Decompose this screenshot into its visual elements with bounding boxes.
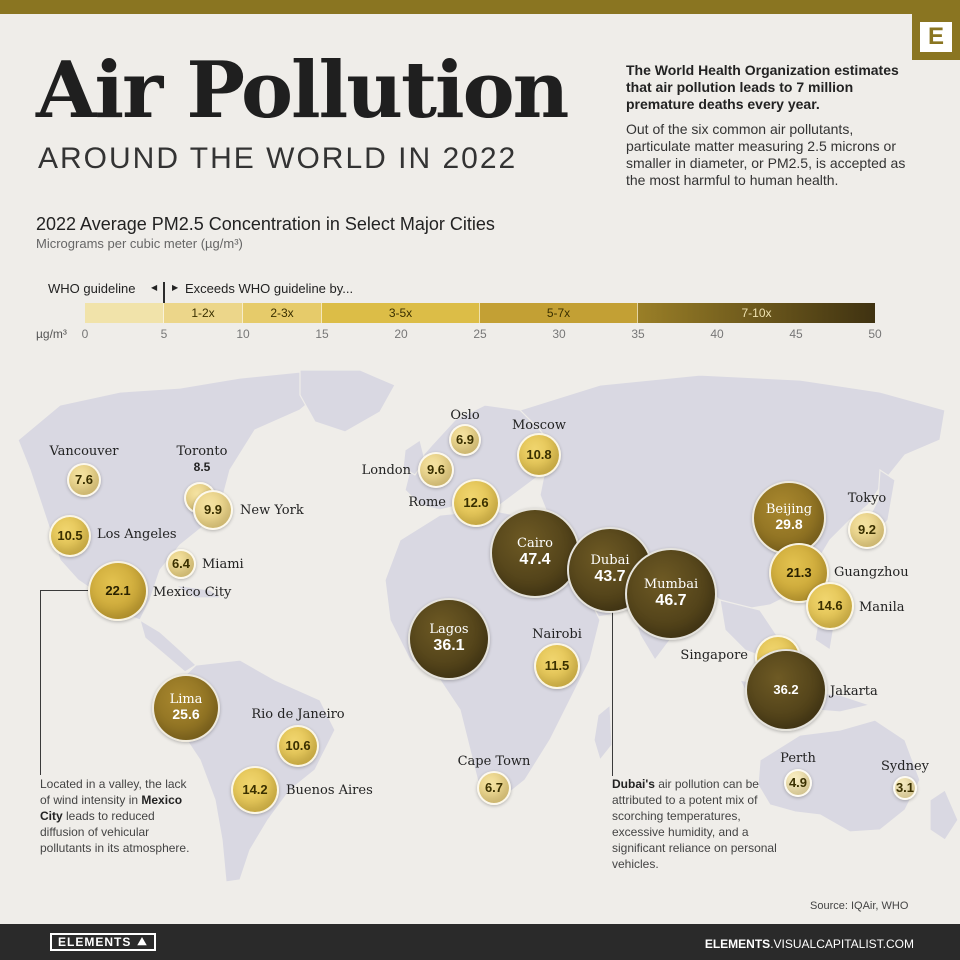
intro-headline: The World Health Organization estimates that air pollution leads to 7 million premature deaths every year. <box>626 62 899 112</box>
city-name-label: Rio de Janeiro <box>251 707 345 722</box>
scale-tick-label: 0 <box>81 327 89 341</box>
city-value-label: 46.7 <box>655 592 687 610</box>
who-guideline-label: WHO guideline <box>48 281 136 296</box>
city-value-label: 22.1 <box>105 582 131 598</box>
elements-brand-badge[interactable] <box>50 933 156 951</box>
city-value-label: 10.6 <box>285 737 311 753</box>
scale-segment: 5-7x <box>480 303 638 323</box>
city-name-label: Jakarta <box>830 684 878 699</box>
city-name-label: Perth <box>780 751 816 766</box>
city-value-label: 10.5 <box>57 527 83 543</box>
city-bubble-lagos <box>408 598 490 680</box>
city-name-label: London <box>361 463 411 478</box>
greenland-landmass <box>300 370 395 432</box>
dubai-note <box>612 776 782 872</box>
city-value-label: 9.9 <box>203 501 223 517</box>
city-name-label: Buenos Aires <box>286 783 373 798</box>
site-link-bold: ELEMENTS <box>704 937 771 951</box>
mexico-note-leader-horizontal <box>40 590 88 591</box>
scale-tick-label: 35 <box>631 327 645 341</box>
city-bubble-miami <box>166 549 196 579</box>
city-value-label: 3.1 <box>895 779 915 795</box>
city-name-label: Tokyo <box>847 491 887 506</box>
scale-segment: 7-10x <box>638 303 875 323</box>
city-value-label: 14.6 <box>817 597 843 613</box>
city-bubble-perth <box>784 769 812 797</box>
logo-letter: E <box>920 22 952 52</box>
city-name-label: Oslo <box>450 408 480 423</box>
chart-unit-description: Micrograms per cubic meter (µg/m³) <box>36 236 243 251</box>
city-name-label: New York <box>240 503 304 518</box>
city-bubble-rio-de-janeiro <box>277 725 319 767</box>
mexico-city-note <box>40 776 190 856</box>
city-bubble-london <box>418 452 454 488</box>
city-value-label: 14.2 <box>242 781 268 797</box>
city-bubble-rome <box>452 479 500 527</box>
city-bubble-mexico-city <box>88 561 148 621</box>
site-link-rest: .VISUALCAPITALIST.COM <box>770 937 914 951</box>
city-bubble-manila <box>806 582 854 630</box>
dubai-note-city: Dubai's <box>612 777 655 791</box>
city-name-label: Mexico City <box>153 585 232 600</box>
city-name-label: Los Angeles <box>97 527 177 542</box>
city-name-label: Singapore <box>680 648 748 663</box>
scale-tick-label: 20 <box>394 327 408 341</box>
city-name-label: Vancouver <box>49 444 119 459</box>
scale-unit-label: µg/m³ <box>36 327 67 341</box>
scale-segment: 3-5x <box>322 303 480 323</box>
left-arrow-icon: ◀ <box>151 283 158 292</box>
mexico-note-leader-vertical <box>40 590 41 775</box>
scale-tick-label: 40 <box>710 327 724 341</box>
city-value-label: 8.5 <box>193 460 211 474</box>
color-scale <box>85 303 875 323</box>
brand-mark-icon: ⛰ <box>137 935 148 948</box>
city-value-label: 25.6 <box>172 706 200 723</box>
city-value-label: 6.9 <box>455 431 475 447</box>
city-name-label: Rome <box>408 495 446 510</box>
city-name-label: Mumbai <box>643 577 699 593</box>
city-name-label: Cairo <box>517 536 553 552</box>
madagascar-landmass <box>594 705 612 760</box>
city-bubble-vancouver <box>67 463 101 497</box>
city-bubble-mumbai <box>625 548 717 640</box>
brand-text: ELEMENTS <box>58 935 132 949</box>
north-america-landmass <box>18 372 330 620</box>
top-accent-bar <box>0 0 960 14</box>
city-value-label: 7.6 <box>74 471 94 487</box>
city-value-label: 12.6 <box>463 494 489 510</box>
scale-tick-label: 25 <box>473 327 487 341</box>
city-bubble-moscow <box>517 433 561 477</box>
city-name-label: Miami <box>202 557 244 572</box>
scale-segment: 2-3x <box>243 303 322 323</box>
scale-tick-label: 30 <box>552 327 566 341</box>
city-bubble-lima <box>152 674 220 742</box>
scale-segment <box>85 303 164 323</box>
city-value-label: 43.7 <box>594 568 626 586</box>
scale-tick-label: 5 <box>160 327 168 341</box>
city-value-label: 36.2 <box>773 681 799 697</box>
central-america-landmass <box>140 620 196 672</box>
city-name-label: Toronto <box>176 444 228 459</box>
city-value-label: 4.9 <box>788 774 808 790</box>
city-value-label: 29.8 <box>775 516 803 533</box>
page-title: Air Pollution <box>36 45 568 136</box>
city-name-label: Manila <box>859 600 905 615</box>
city-name-label: Cape Town <box>457 754 531 769</box>
exceeds-guideline-label: Exceeds WHO guideline by... <box>185 281 354 296</box>
dubai-note-text: air pollution can be attributed to a potent mix of scorching temperatures, excessive humidity, and a significant reliance on personal vehicles. <box>612 777 777 871</box>
city-value-label: 9.6 <box>426 461 446 477</box>
intro-body: Out of the six common air pollutants, particulate matter measuring 2.5 microns or smaller in diameter, or PM2.5, is accepted as the most harmful to human health. <box>626 121 906 188</box>
city-bubble-sydney <box>893 776 917 800</box>
city-name-label: Guangzhou <box>834 565 909 580</box>
city-name-label: Nairobi <box>532 627 582 642</box>
city-value-label: 6.7 <box>484 779 504 795</box>
new-zealand-landmass <box>930 790 958 840</box>
city-name-label: Sydney <box>881 759 929 774</box>
city-bubble-buenos-aires <box>231 766 279 814</box>
city-value-label: 6.4 <box>171 555 191 571</box>
city-value-label: 11.5 <box>544 657 570 673</box>
city-bubble-los-angeles <box>49 515 91 557</box>
scale-tick-label: 10 <box>236 327 250 341</box>
elements-logo <box>912 14 960 60</box>
source-credit: Source: IQAir, WHO <box>810 900 909 912</box>
city-name-label: Lima <box>169 692 203 708</box>
city-bubble-new-york <box>193 490 233 530</box>
mexico-note-text-start: Located in a valley, the lack of wind intensity in <box>40 777 187 807</box>
city-bubble-nairobi <box>534 643 580 689</box>
city-bubble-jakarta <box>745 649 827 731</box>
city-bubble-cairo <box>490 508 580 598</box>
scale-tick-label: 50 <box>868 327 882 341</box>
city-name-label: Moscow <box>511 418 567 433</box>
city-bubble-oslo <box>449 424 481 456</box>
city-value-label: 47.4 <box>519 551 551 569</box>
page-subtitle: AROUND THE WORLD IN 2022 <box>38 142 518 175</box>
city-value-label: 9.2 <box>857 521 877 537</box>
city-name-label: Dubai <box>590 553 630 569</box>
scale-segment: 1-2x <box>164 303 243 323</box>
right-arrow-icon: ▶ <box>172 283 179 292</box>
city-bubble-cape-town <box>477 771 511 805</box>
dubai-note-leader <box>612 608 613 776</box>
city-value-label: 21.3 <box>786 564 812 580</box>
city-value-label: 36.1 <box>433 637 465 655</box>
mexico-note-text-end: leads to reduced diffusion of vehicular pollutants in its atmosphere. <box>40 809 190 855</box>
scale-tick-label: 45 <box>789 327 803 341</box>
city-name-label: Beijing <box>765 502 813 518</box>
chart-title: 2022 Average PM2.5 Concentration in Select Major Cities <box>36 214 495 234</box>
city-value-label: 10.8 <box>526 446 552 462</box>
australia-landmass <box>758 720 920 832</box>
city-bubble-tokyo <box>848 511 886 549</box>
mexico-note-city: Mexico City <box>40 793 183 823</box>
scale-tick-label: 15 <box>315 327 329 341</box>
site-link[interactable] <box>705 937 914 951</box>
city-name-label: Lagos <box>429 622 469 638</box>
